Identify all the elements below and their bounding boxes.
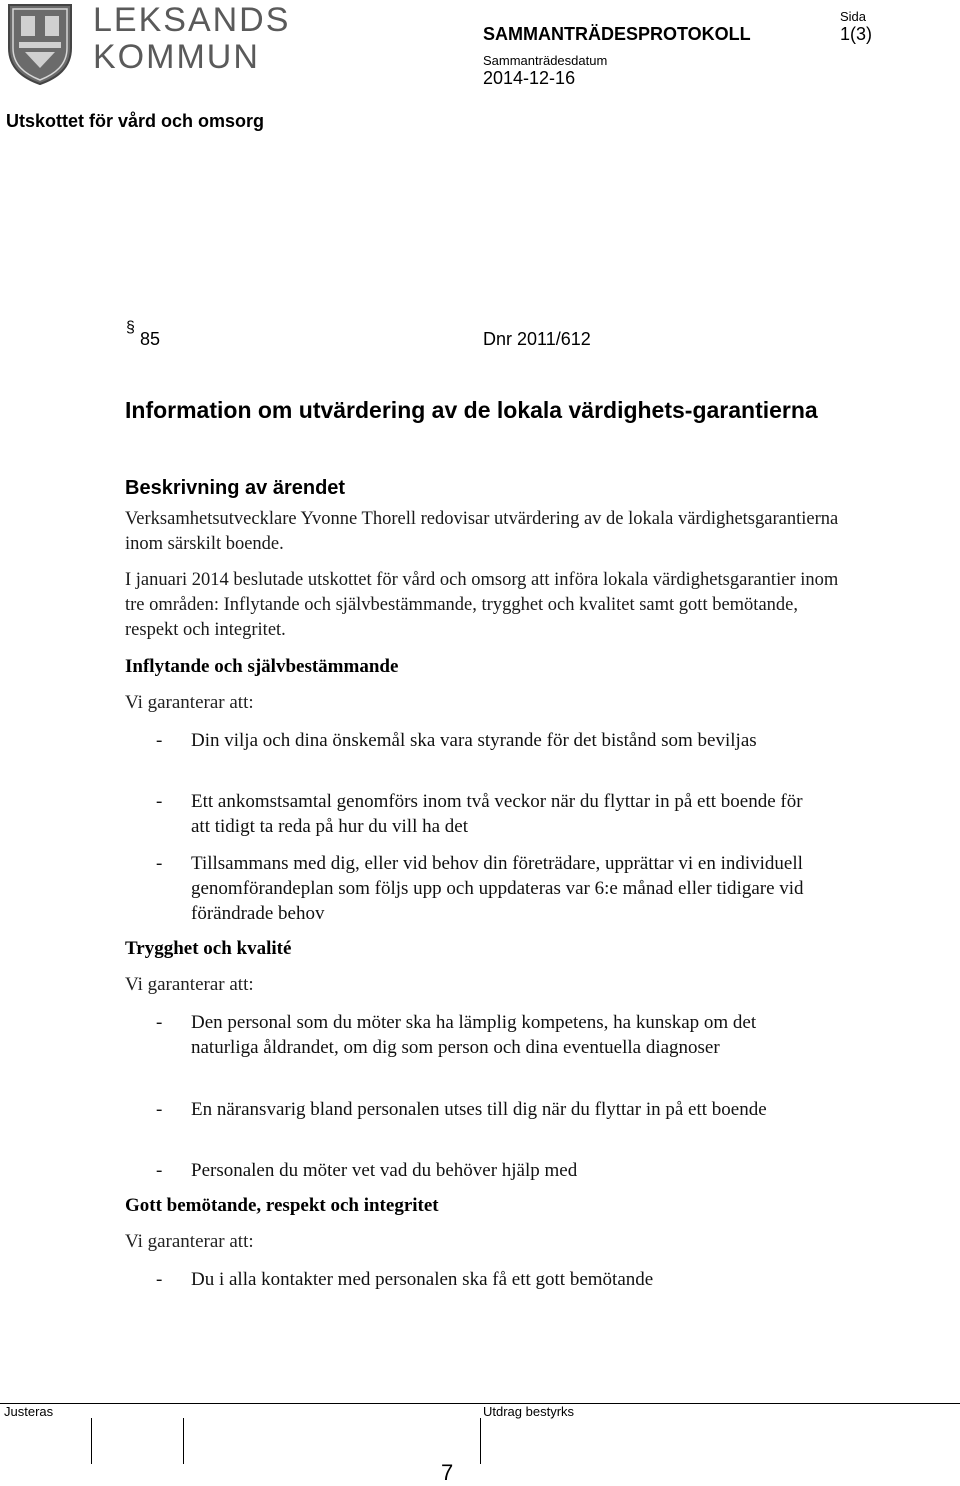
list-item xyxy=(156,1267,816,1292)
meeting-date: 2014-12-16 xyxy=(483,68,576,88)
area-heading: Trygghet och kvalité xyxy=(125,938,292,959)
page-number: 7 xyxy=(441,1460,454,1485)
utdrag-label: Utdrag bestyrks xyxy=(483,1404,575,1419)
list-item xyxy=(156,1158,816,1183)
list-item xyxy=(156,789,816,839)
page-label: Sida xyxy=(840,9,867,24)
bullet-dash: - xyxy=(156,1012,163,1033)
signature-box-divider xyxy=(183,1418,184,1464)
page-title: Information om utvärdering av de lokala värdighets-garantierna xyxy=(125,397,818,423)
list-item xyxy=(156,1097,816,1122)
brand-name-line2: KOMMUN xyxy=(93,38,260,76)
paragraph-decision: I januari 2014 beslutade utskottet för vård och omsorg att införa lokala värdighetsgarantier inom tre områden: Inflytande och självbestämmande, trygghet och kvalitet samt gott bemötande, respekt och integritet. xyxy=(125,570,839,640)
footer-divider xyxy=(0,1403,960,1404)
list-item xyxy=(156,728,816,753)
case-number: Dnr 2011/612 xyxy=(483,329,591,349)
page-indicator: 1(3) xyxy=(840,24,873,44)
coat-of-arms-icon xyxy=(5,2,75,86)
signature-box-divider xyxy=(91,1418,92,1464)
list-item-text: Personalen du möter vet vad du behöver hjälp med xyxy=(191,1160,578,1181)
list-item-text: Din vilja och dina önskemål ska vara styrande för det bistånd som beviljas xyxy=(191,730,757,751)
area-heading: Gott bemötande, respekt och integritet xyxy=(125,1195,439,1216)
list-item-text: Du i alla kontakter med personalen ska få ett gott bemötande xyxy=(191,1269,654,1290)
paragraph-number: 85 xyxy=(140,329,161,349)
list-item-text: Tillsammans med dig, eller vid behov din företrädare, upprättar vi en individuell genomförandeplan som följs upp och uppdateras var 6:e månad eller tidigare vid förändrade behov xyxy=(191,853,804,924)
list-item-text: Den personal som du möter ska ha lämplig kompetens, ha kunskap om det naturliga åldrandet, om dig som person och dina eventuella diagnoser xyxy=(191,1012,757,1058)
paragraph-report: Verksamhetsutvecklare Yvonne Thorell redovisar utvärdering av de lokala värdighetsgarantierna inom särskilt boende. xyxy=(125,509,839,554)
list-item-text: En näransvarig bland personalen utses till dig när du flyttar in på ett boende xyxy=(191,1099,767,1120)
signature-box-divider xyxy=(480,1418,481,1464)
list-item xyxy=(156,851,816,926)
bullet-dash: - xyxy=(156,730,163,751)
justeras-label: Justeras xyxy=(4,1404,54,1419)
paragraph-sign: § xyxy=(126,319,135,336)
guarantee-intro: Vi garanterar att: xyxy=(125,692,254,713)
bullet-dash: - xyxy=(156,791,163,812)
list-item xyxy=(156,1010,816,1060)
bullet-dash: - xyxy=(156,1160,163,1181)
guarantee-intro: Vi garanterar att: xyxy=(125,1231,254,1252)
brand-name-line1: LEKSANDS xyxy=(93,1,291,39)
bullet-dash: - xyxy=(156,853,163,874)
list-item-text: Ett ankomstsamtal genomförs inom två veckor när du flyttar in på ett boende för att tidigt ta reda på hur du vill ha det xyxy=(191,791,803,837)
bullet-dash: - xyxy=(156,1099,163,1120)
meeting-date-label: Sammanträdesdatum xyxy=(483,53,608,68)
committee-name: Utskottet för vård och omsorg xyxy=(6,111,265,131)
bullet-dash: - xyxy=(156,1269,163,1290)
area-heading: Inflytande och självbestämmande xyxy=(125,656,399,677)
guarantee-intro: Vi garanterar att: xyxy=(125,974,254,995)
document-type: SAMMANTRÄDESPROTOKOLL xyxy=(483,24,751,44)
description-heading: Beskrivning av ärendet xyxy=(125,477,346,499)
